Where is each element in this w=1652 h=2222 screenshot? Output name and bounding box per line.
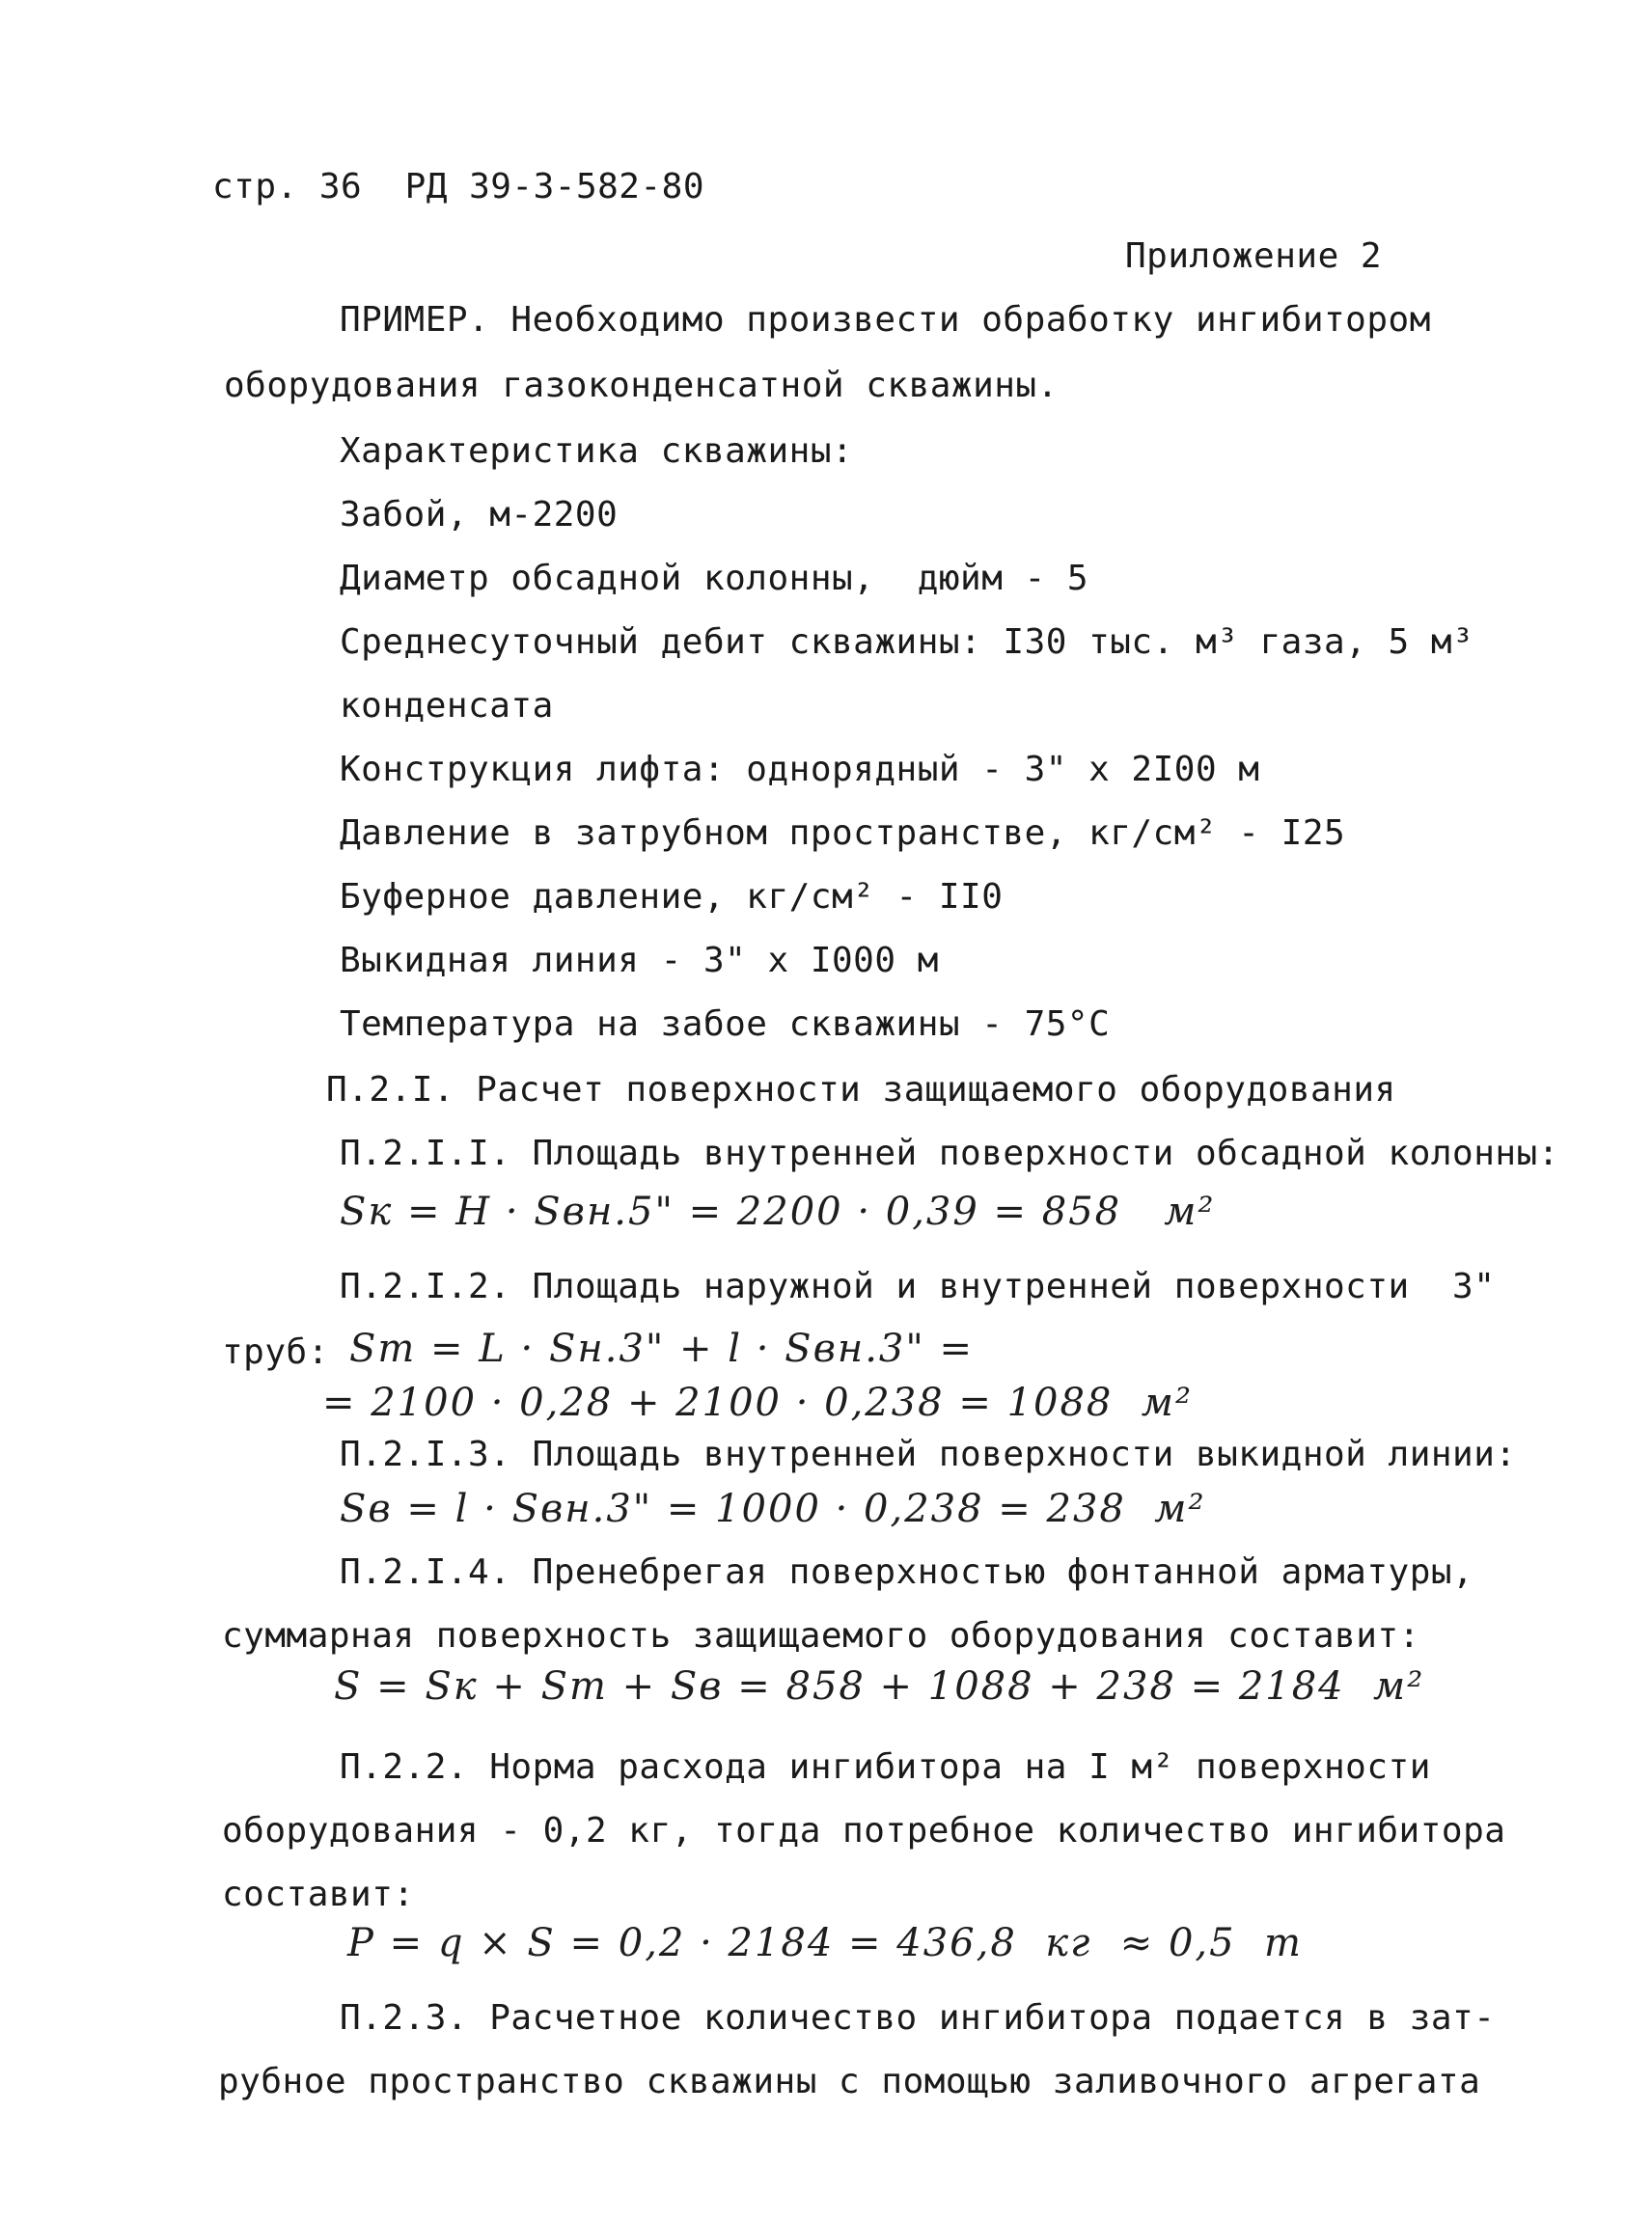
characteristic-item: Выкидная линия - 3" x I000 м <box>340 941 939 980</box>
section-heading: П.2.I.2. Площадь наружной и внутренней поверхности 3" <box>340 1267 1496 1306</box>
section-continuation: составит: <box>222 1875 415 1914</box>
formula: S = Sк + Sт + Sв = 858 + 1088 + 238 = 2184 м² <box>334 1664 1425 1709</box>
section-continuation: суммарная поверхность защищаемого оборудования составит: <box>222 1616 1420 1656</box>
page-header: стр. 36 РД 39-3-582-80 <box>212 167 704 206</box>
characteristic-item: Забой, м-2200 <box>340 495 619 535</box>
section-heading: П.2.I. Расчет поверхности защищаемого оборудования <box>326 1070 1396 1110</box>
section-heading: П.2.2. Норма расхода ингибитора на I м² поверхности <box>340 1747 1431 1787</box>
characteristic-item: Среднесуточный дебит скважины: I30 тыс. м³ газа, 5 м³ <box>340 622 1474 662</box>
characteristic-item: Температура на забое скважины - 75°C <box>340 1004 1111 1044</box>
intro-line-1: ПРИМЕР. Необходимо произвести обработку ингибитором <box>340 300 1431 340</box>
section-heading: П.2.I.4. Пренебрегая поверхностью фонтанной арматуры, <box>340 1552 1474 1592</box>
characteristics-title: Характеристика скважины: <box>340 431 854 471</box>
intro-line-2: оборудования газоконденсатной скважины. <box>224 366 1059 405</box>
characteristic-item: Давление в затрубном пространстве, кг/см² - I25 <box>340 813 1346 853</box>
section-heading: П.2.I.I. Площадь внутренней поверхности обсадной колонны: <box>340 1134 1559 1173</box>
characteristic-item: Буферное давление, кг/см² - II0 <box>340 877 1004 917</box>
formula: P = q × S = 0,2 · 2184 = 436,8 кг ≈ 0,5 т <box>347 1921 1303 1965</box>
formula: Sк = H · Sвн.5" = 2200 · 0,39 = 858 м² <box>340 1190 1216 1234</box>
section-heading: П.2.3. Расчетное количество ингибитора подается в зат- <box>340 1998 1496 2038</box>
formula: Sт = L · Sн.3" + l · Sвн.3" = <box>349 1327 975 1371</box>
characteristic-item: Диаметр обсадной колонны, дюйм - 5 <box>340 559 1089 598</box>
section-continuation: рубное пространство скважины с помощью заливочного агрегата <box>218 2062 1481 2101</box>
section-continuation: труб: <box>222 1332 329 1372</box>
characteristic-item: Конструкция лифта: однорядный - 3" x 2I00 м <box>340 750 1260 789</box>
appendix-label: Приложение 2 <box>1125 236 1383 276</box>
formula: Sв = l · Sвн.3" = 1000 · 0,238 = 238 м² <box>340 1487 1206 1531</box>
section-continuation: оборудования - 0,2 кг, тогда потребное количество ингибитора <box>222 1811 1506 1851</box>
formula: = 2100 · 0,28 + 2100 · 0,238 = 1088 м² <box>322 1381 1194 1425</box>
characteristic-item: конденсата <box>340 686 554 726</box>
section-heading: П.2.I.3. Площадь внутренней поверхности выкидной линии: <box>340 1435 1517 1474</box>
